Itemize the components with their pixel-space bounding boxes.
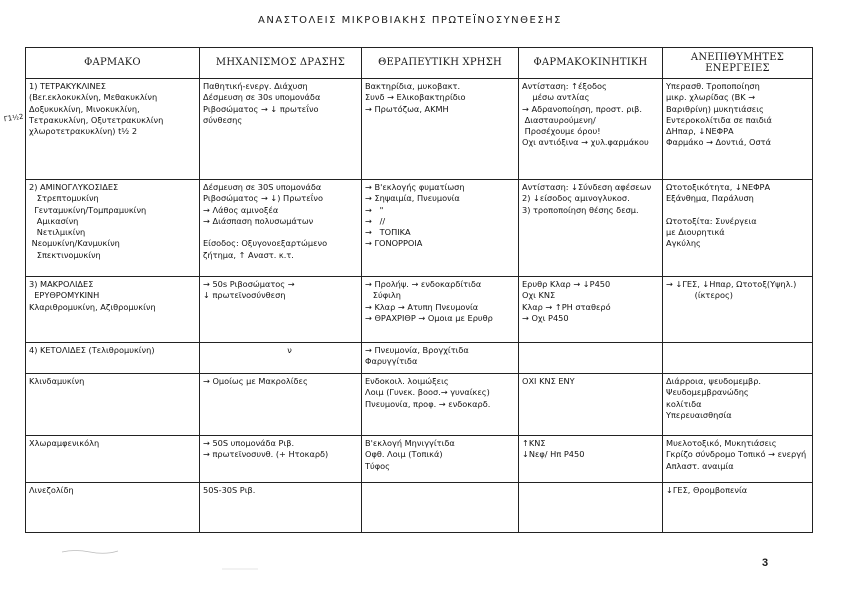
header-therapeutic-use: ΘΕΡΑΠΕΥΤΙΚΗ ΧΡΗΣΗ [362,48,519,79]
pen-scribble-mark [60,548,120,556]
page-number: 3 [762,557,769,569]
mechanism-cell: Παθητική-ενεργ. Διάχυση Δέσμευση σε 30s υπομονάδα Ριβοσώματος → ↓ πρωτεΐνο σύνθεσης [200,79,362,180]
page-title: ΑΝΑΣΤΟΛΕΙΣ ΜΙΚΡΟΒΙΑΚΗΣ ΠΡΩΤΕΪΝΟΣΥΝΘΕΣΗΣ [258,15,562,26]
table-row [26,180,813,277]
adverse-cell: Μυελοτοξικό, Μυκητιάσεις Γκρίζο σύνδρομο Τοπικό → ενεργή Απλαστ. αναιμία [663,436,813,483]
pen-scribble-mark [220,566,260,572]
pk-cell: Αντίσταση: ↑έξοδος μέσω αντλίας → Αδρανοποίηση, προστ. ριβ. Διασταυρούμενη/ Προσέχουμε όρου! Οχι αντιόξινα → χυλ.φαρμάκου [519,79,663,180]
table-header-row [26,48,813,79]
use-cell: Βακτηρίδια, μυκοβακτ. Συνδ → Ελικοβακτηρίδιο → Πρωτόζωα, ΑΚΜΗ [362,79,519,180]
pk-cell [519,483,663,533]
table-row [26,277,813,343]
adverse-cell: Διάρροια, ψευδομεμβρ. Ψευδομεμβρανώδης κολίτιδα Υπερευαισθησία [663,374,813,436]
mechanism-cell: → 50S υπομονάδα Ριβ. → πρωτεϊνοσυνθ. (+ Ητοκαρδ) [200,436,362,483]
mechanism-cell: → 50s Ριβοσώματος → ↓ πρωτεϊνοσύνθεση [200,277,362,343]
adverse-cell: Υπερασθ. Τροποποίηση μικρ. χλωρίδας (ΒΚ → Βαριθρίνη) μυκητιάσεις Εντεροκολίτιδα σε παιδιά ΔΗπαρ, ↓ΝΕΦΡΑ Φαρμάκο → Δοντιά, Οστά [663,79,813,180]
use-cell: → Προλήψ. → ενδοκαρδίτιδα Σύφιλη → Κλαρ → Ατυπη Πνευμονία → ΘΡΑΧΡΙΘΡ → Ομοια με Ερυθρ [362,277,519,343]
table-row [26,483,813,533]
use-cell [362,483,519,533]
table-row [26,343,813,374]
adverse-cell: → ↓ΓΕΣ, ↓Ηπαρ, Ωτοτοξ(Υψηλ.) (ίκτερος) [663,277,813,343]
drug-cell: Λινεζολίδη [26,483,200,533]
mechanism-cell: → Ομοίως με Μακρολίδες [200,374,362,436]
drug-cell: 2) ΑΜΙΝΟΓΛΥΚΟΣΙΔΕΣ Στρεπτομυκίνη Γενταμυκίνη/Τομπραμυκίνη Αμικασίνη Νετιλμικίνη Νεομυκίνη/Κανμυκίνη Σπεκτινομυκίνη [26,180,200,277]
use-cell: → Πνευμονία, Βρογχίτιδα Φαρυγγίτιδα [362,343,519,374]
drug-cell: Κλινδαμυκίνη [26,374,200,436]
pk-cell [519,343,663,374]
pk-cell: Αντίσταση: ↓Σύνδεση αφέσεων 2) ↓είσοδος αμινογλυκοσ. 3) τροποποίηση θέσης δεσμ. [519,180,663,277]
mechanism-cell: Δέσμευση σε 30S υπομονάδα Ριβοσώματος → ↓) Πρωτεΐνο → Λάθος αμινοξέα → Διάσπαση πολυσωμάτων Είσοδος: Οξυγονοεξαρτώμενο ζήτημα, ↑ Αναστ. κ.τ. [200,180,362,277]
use-cell: Ενδοκοιλ. λοιμώξεις Λοιμ (Γυνεκ. βοοσ.→ γυναίκες) Πνευμονία, προφ. → ενδοκαρδ. [362,374,519,436]
pk-cell: Ερυθρ Κλαρ → ↓Ρ450 Οχι ΚΝΣ Κλαρ → ↑ΡΗ σταθερό → Οχι Ρ450 [519,277,663,343]
drug-cell: 4) ΚΕΤΟΛΙΔΕΣ (Τελιθρομυκίνη) [26,343,200,374]
margin-note: Γ1½2 [3,112,24,124]
antibiotics-table [25,47,813,533]
pk-cell: ↑ΚΝΣ ↓Νεφ/ Ηπ Ρ450 [519,436,663,483]
header-adverse-effects: ΑΝΕΠΙΘΥΜΗΤΕΣ ΕΝΕΡΓΕΙΕΣ [663,48,813,79]
adverse-cell: ↓ΓΕΣ, Θρομβοπενία [663,483,813,533]
use-cell: → Β'εκλογής φυματίωση → Σηψαιμία, Πνευμονία → " → // → ΤΟΠΙΚΑ → ΓΟΝΟΡΡΟΙΑ [362,180,519,277]
pk-cell: ΟΧΙ ΚΝΣ ΕΝΥ [519,374,663,436]
drug-cell: 3) ΜΑΚΡΟΛΙΔΕΣ ΕΡΥΘΡΟΜΥΚΙΝΗ Κλαριθρομυκίνη, Αζιθρομυκίνη [26,277,200,343]
adverse-cell [663,343,813,374]
table-row [26,436,813,483]
mechanism-cell: ν [200,343,362,374]
table-row [26,374,813,436]
header-drug: ΦΑΡΜΑΚΟ [26,48,200,79]
header-mechanism: ΜΗΧΑΝΙΣΜΟΣ ΔΡΑΣΗΣ [200,48,362,79]
drug-cell: 1) ΤΕΤΡΑΚΥΚΛΙΝΕΣ (Βεr.εκλοκυκλίνη, Μεθακυκλίνη Δοξυκυκλίνη, Μινοκυκλίνη, Τετρακυκλίνη, Οξυτετρακυκλίνη χλωροτετρακυκλίνη) t½ 2 [26,79,200,180]
adverse-cell: Ωτοτοξικότητα, ↓ΝΕΦΡΑ Εξάνθημα, Παράλυση Ωτοτοξίτα: Συνέργεια με Διουρητικά Αγκύλης [663,180,813,277]
table-row [26,79,813,180]
use-cell: Β'εκλογή Μηνιγγίτιδα Οφθ. Λοιμ (Τοπικά) Τύφος [362,436,519,483]
mechanism-cell: 50S-30S Ριβ. [200,483,362,533]
header-pharmacokinetics: ΦΑΡΜΑΚΟΚΙΝΗΤΙΚΗ [519,48,663,79]
drug-cell: Χλωραμφενικόλη [26,436,200,483]
